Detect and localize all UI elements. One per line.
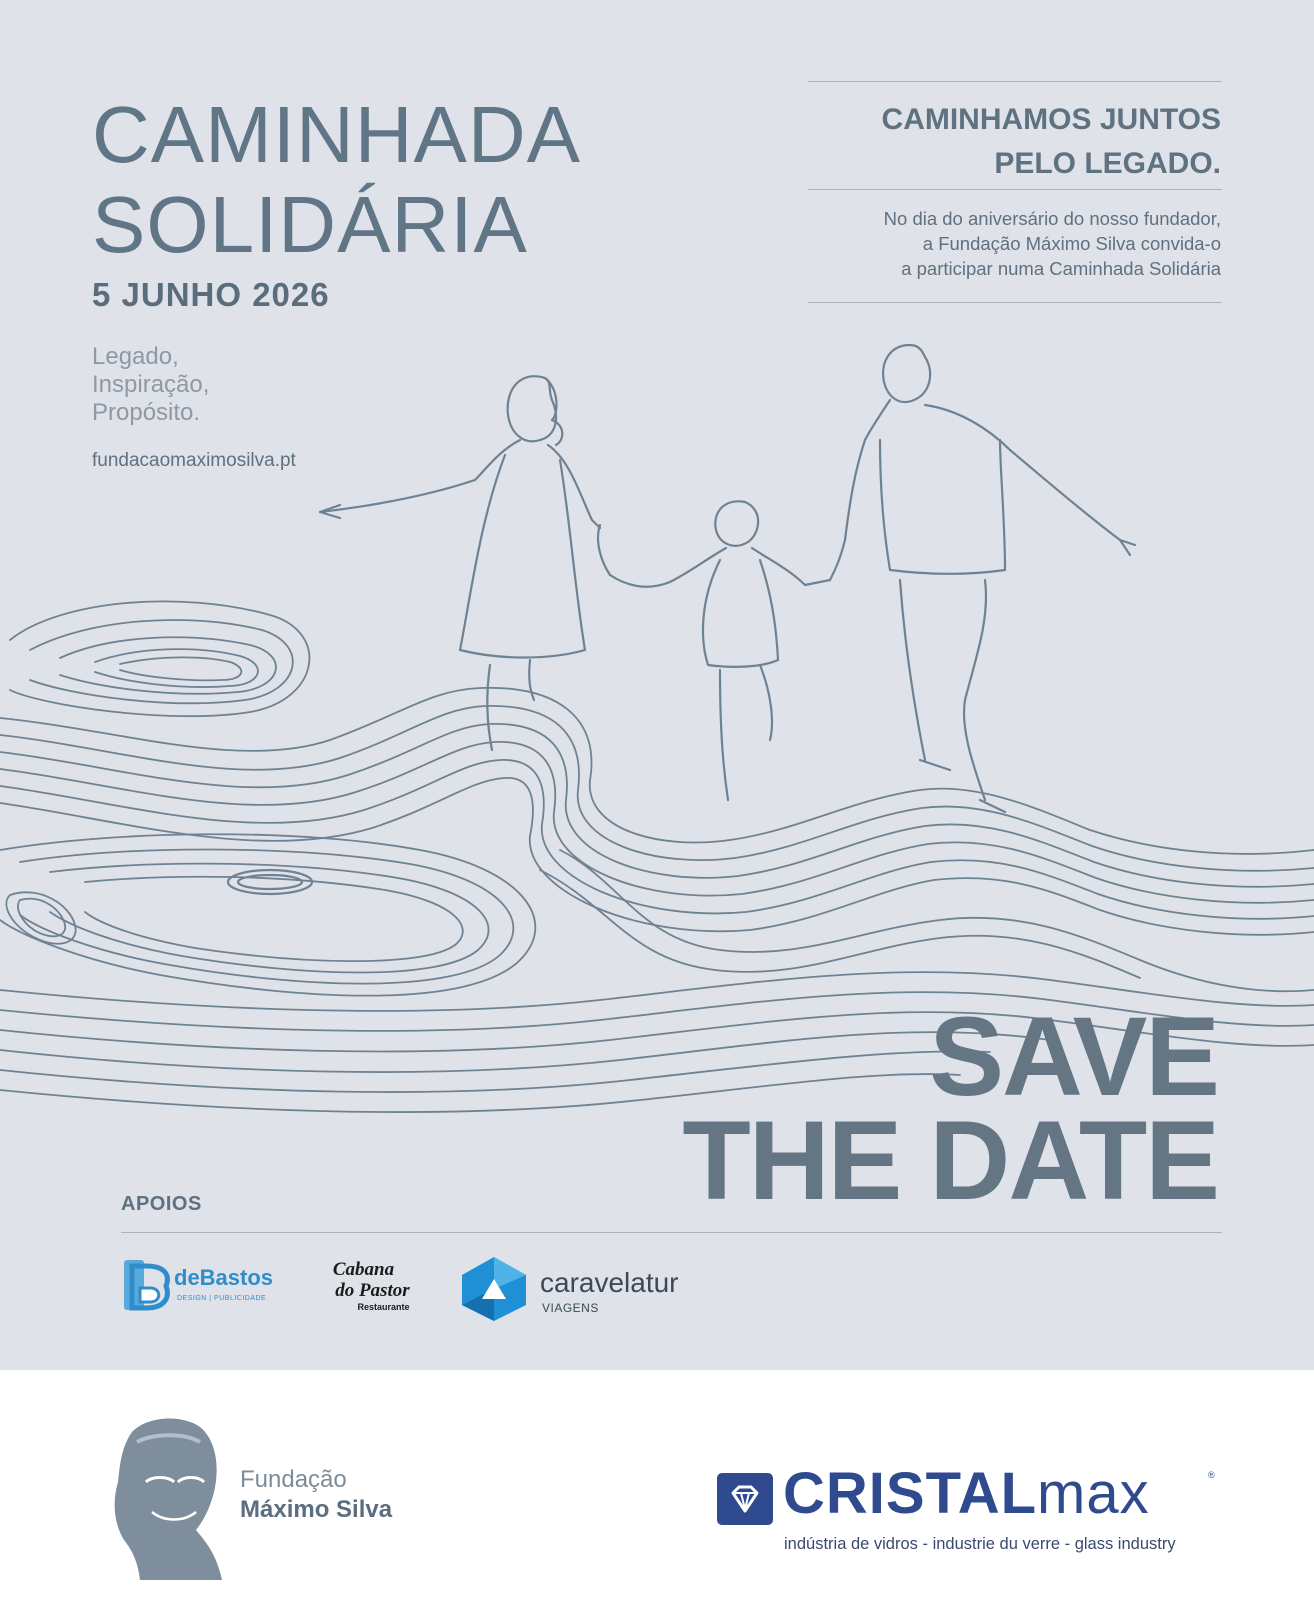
- tagline-line: Legado,: [92, 343, 179, 370]
- event-date: 5 JUNHO 2026: [92, 276, 330, 313]
- sponsors-label: APOIOS: [121, 1193, 202, 1215]
- cristalmax-light: max: [1037, 1461, 1150, 1526]
- headline: [882, 98, 1221, 186]
- save-line2: THE DATE: [682, 1098, 1218, 1223]
- cabana-line2: do Pastor: [335, 1280, 410, 1301]
- event-title-line2: SOLIDÁRIA: [92, 180, 528, 269]
- event-tagline: [92, 343, 209, 427]
- debastos-name: deBastos: [174, 1265, 274, 1290]
- divider: [808, 302, 1222, 303]
- contour-lines-main: [0, 688, 1314, 935]
- intro-line: a participar numa Caminhada Solidária: [901, 258, 1221, 279]
- cabana-line1: Cabana: [332, 1259, 395, 1280]
- headline-line1: CAMINHAMOS JUNTOS: [881, 103, 1221, 136]
- foundation-name-line1: Fundação: [240, 1466, 347, 1493]
- divider: [808, 81, 1222, 82]
- cristalmax-wordmark: [783, 1462, 1150, 1526]
- headline-line2: PELO LEGADO.: [994, 147, 1221, 180]
- cristalmax-bold: CRISTAL: [783, 1461, 1038, 1526]
- sponsor-cabana-do-pastor: [306, 1260, 421, 1322]
- divider: [121, 1232, 1222, 1233]
- tagline-line: Inspiração,: [92, 371, 210, 398]
- sponsor-caravelatur: [458, 1255, 718, 1323]
- caravelatur-sub: VIAGENS: [542, 1301, 599, 1315]
- debastos-sub: DESIGN | PUBLICIDADE: [177, 1295, 267, 1302]
- intro-text: [884, 206, 1221, 281]
- debastos-logo-icon: [122, 1258, 174, 1314]
- cabana-line3: Restaurante: [357, 1302, 410, 1312]
- footer: [0, 1370, 1314, 1600]
- diamond-icon: [717, 1473, 773, 1525]
- intro-line: a Fundação Máximo Silva convida-o: [922, 233, 1221, 254]
- foundation-name-line2: Máximo Silva: [240, 1496, 393, 1523]
- save-line1: SAVE: [929, 994, 1218, 1119]
- divider: [808, 189, 1222, 190]
- sponsor-debastos: [122, 1258, 287, 1318]
- figure-woman: [320, 376, 600, 750]
- caravelatur-name: caravelatur: [540, 1267, 679, 1298]
- figure-child: [598, 501, 830, 800]
- event-title: [92, 90, 581, 270]
- caravelatur-logo-icon: [458, 1255, 530, 1323]
- figure-man: [830, 345, 1135, 812]
- tagline-line: Propósito.: [92, 399, 201, 426]
- registered-mark: ®: [1208, 1470, 1215, 1480]
- cristalmax-tagline: indústria de vidros - industrie du verre - glass industry: [784, 1535, 1176, 1553]
- event-title-line1: CAMINHADA: [92, 90, 582, 179]
- contour-lines-top-left: [10, 601, 309, 716]
- website-link[interactable]: fundacaomaximosilva.pt: [92, 450, 296, 471]
- save-the-date: [682, 994, 1218, 1223]
- intro-line: No dia do aniversário do nosso fundador,: [883, 208, 1221, 229]
- founder-portrait-icon: [112, 1412, 228, 1582]
